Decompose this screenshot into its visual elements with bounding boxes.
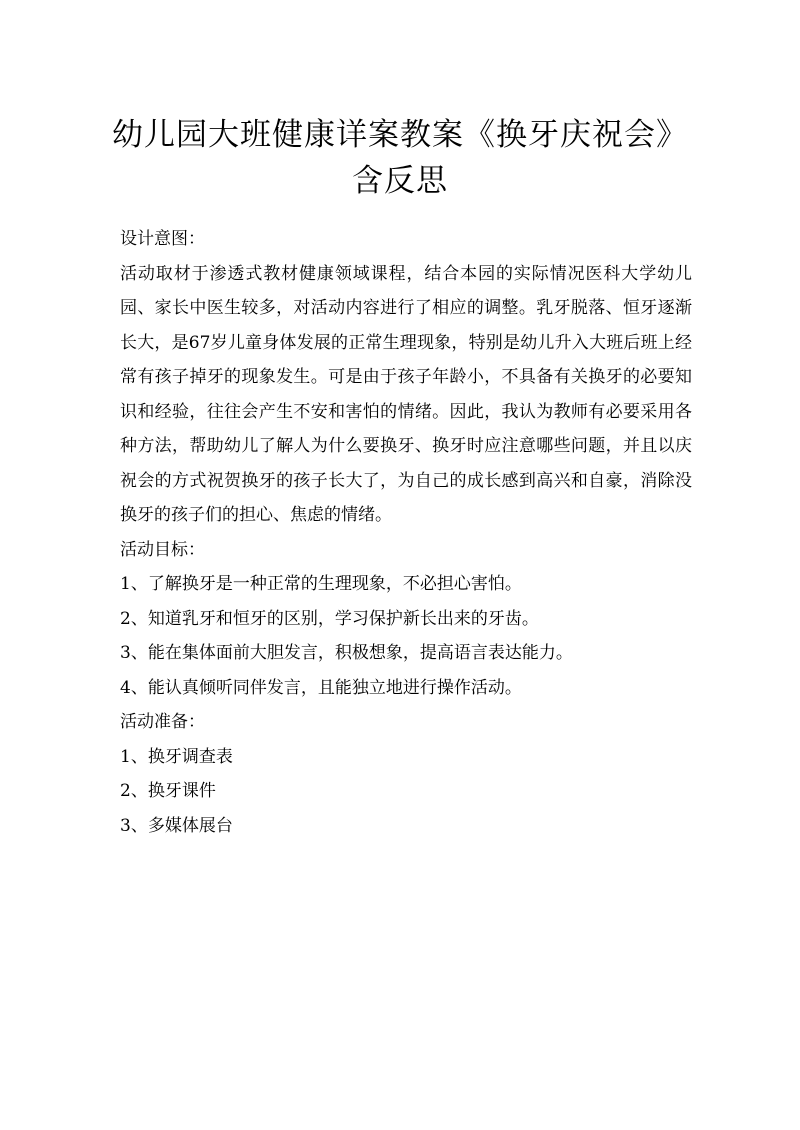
prep-item: 1、换牙调查表 — [120, 746, 233, 767]
design-intent-paragraph: 活动取材于渗透式教材健康领域课程，结合本园的实际情况医科大学幼儿园、家长中医生较多，对活动内容进行了相应的调整。乳牙脱落、恒牙逐渐长大，是67岁儿童身体发展的正常生理现象，特别是幼儿升入大班后班上经常有孩子掉牙的现象发生。可是由于孩子年龄小，不具备有关换牙的必要知识和经验，往往会产生不安和害怕的情绪。因此，我认为教师有必要采用各种方法，帮助幼儿了解人为什么要换牙、换牙时应注意哪些问题，并且以庆祝会的方式祝贺换牙的孩子长大了，为自己的成长感到高兴和自豪，消除没换牙的孩子们的担心、焦虑的情绪。 — [120, 263, 692, 525]
document-title: 幼儿园大班健康详案教案《换牙庆祝会》含反思 — [112, 117, 688, 199]
goal-item: 4、能认真倾听同伴发言，且能独立地进行操作活动。 — [120, 677, 522, 698]
prep-item: 2、换牙课件 — [120, 781, 216, 801]
goals-heading: 活动目标： — [120, 539, 205, 560]
goal-item: 3、能在集体面前大胆发言，积极想象，提高语言表达能力。 — [120, 643, 573, 663]
goal-item: 2、知道乳牙和恒牙的区别，学习保护新长出来的牙齿。 — [120, 608, 539, 629]
design-intent-heading: 设计意图： — [120, 229, 205, 249]
prep-item: 3、多媒体展台 — [120, 815, 233, 836]
prep-heading: 活动准备： — [120, 712, 205, 732]
document-body — [120, 222, 692, 843]
goal-item: 1、了解换牙是一种正常的生理现象，不必担心害怕。 — [120, 574, 522, 594]
